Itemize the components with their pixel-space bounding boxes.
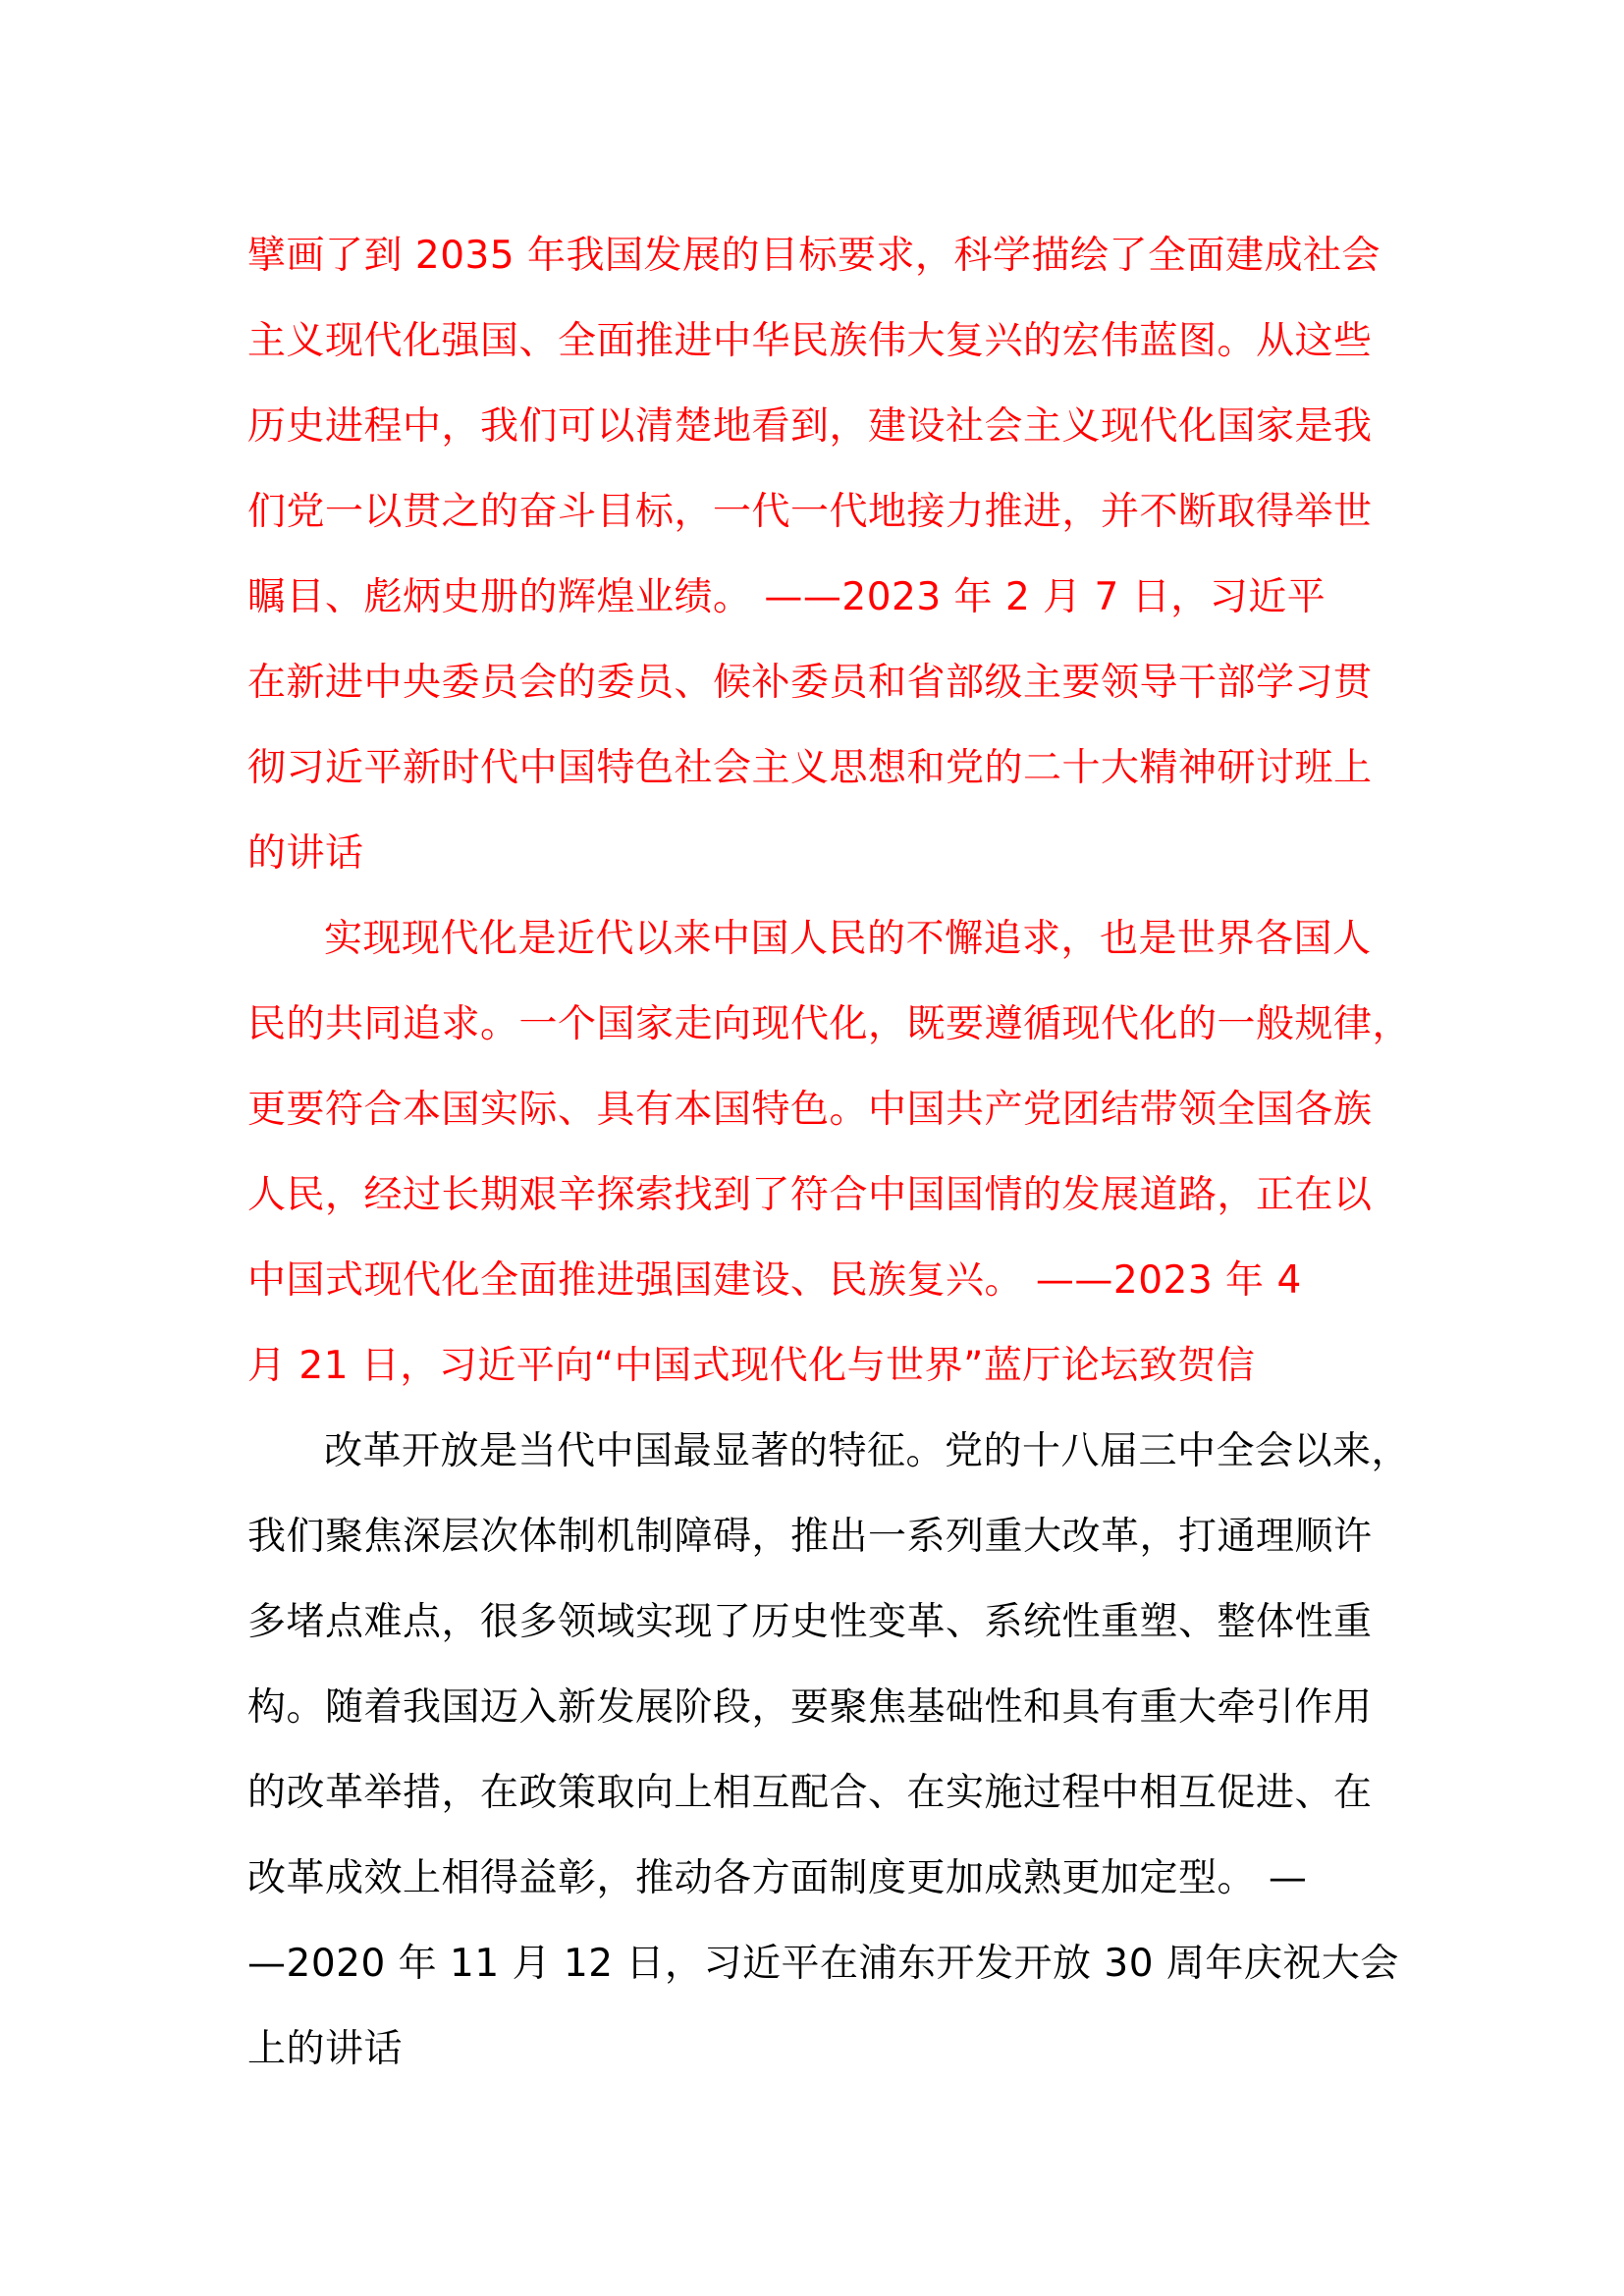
text-line: 民的共同追求。一个国家走向现代化，既要遵循现代化的一般规律， bbox=[247, 1002, 1412, 1046]
text-line: —2020 年 11 月 12 日，习近平在浦东开发开放 30 周年庆祝大会 bbox=[247, 1942, 1399, 1986]
text-line: 瞩目、彪炳史册的辉煌业绩。 ——2023 年 2 月 7 日，习近平 bbox=[247, 575, 1326, 619]
text-line: 改革开放是当代中国最显著的特征。党的十八届三中全会以来， bbox=[324, 1429, 1411, 1473]
text-line: 彻习近平新时代中国特色社会主义思想和党的二十大精神研讨班上 bbox=[247, 746, 1373, 790]
text-line: 的讲话 bbox=[247, 831, 364, 876]
text-line: 们党一以贯之的奋斗目标，一代一代地接力推进，并不断取得举世 bbox=[247, 490, 1373, 534]
text-line: 上的讲话 bbox=[247, 2027, 404, 2071]
text-line: 实现现代化是近代以来中国人民的不懈追求，也是世界各国人 bbox=[324, 917, 1372, 961]
text-line: 主义现代化强国、全面推进中华民族伟大复兴的宏伟蓝图。从这些 bbox=[247, 319, 1373, 363]
text-line: 改革成效上相得益彰，推动各方面制度更加成熟更加定型。 — bbox=[247, 1856, 1308, 1900]
text-line: 的改革举措，在政策取向上相互配合、在实施过程中相互促进、在 bbox=[247, 1771, 1373, 1815]
text-line: 历史进程中，我们可以清楚地看到，建设社会主义现代化国家是我 bbox=[247, 404, 1373, 449]
text-line: 中国式现代化全面推进强国建设、民族复兴。 ——2023 年 4 bbox=[247, 1258, 1302, 1303]
text-line: 我们聚焦深层次体制机制障碍，推出一系列重大改革，打通理顺许 bbox=[247, 1515, 1373, 1559]
text-line: 多堵点难点，很多领域实现了历史性变革、系统性重塑、整体性重 bbox=[247, 1600, 1373, 1644]
text-line: 擘画了到 2035 年我国发展的目标要求，科学描绘了全面建成社会 bbox=[247, 234, 1381, 278]
text-line: 月 21 日，习近平向“中国式现代化与世界”蓝厅论坛致贺信 bbox=[247, 1344, 1256, 1388]
text-line: 构。随着我国迈入新发展阶段，要聚焦基础性和具有重大牵引作用 bbox=[247, 1685, 1373, 1730]
text-line: 人民，经过长期艰辛探索找到了符合中国国情的发展道路，正在以 bbox=[247, 1173, 1373, 1217]
text-line: 更要符合本国实际、具有本国特色。中国共产党团结带领全国各族 bbox=[247, 1088, 1373, 1132]
text-line: 在新进中央委员会的委员、候补委员和省部级主要领导干部学习贯 bbox=[247, 661, 1373, 705]
